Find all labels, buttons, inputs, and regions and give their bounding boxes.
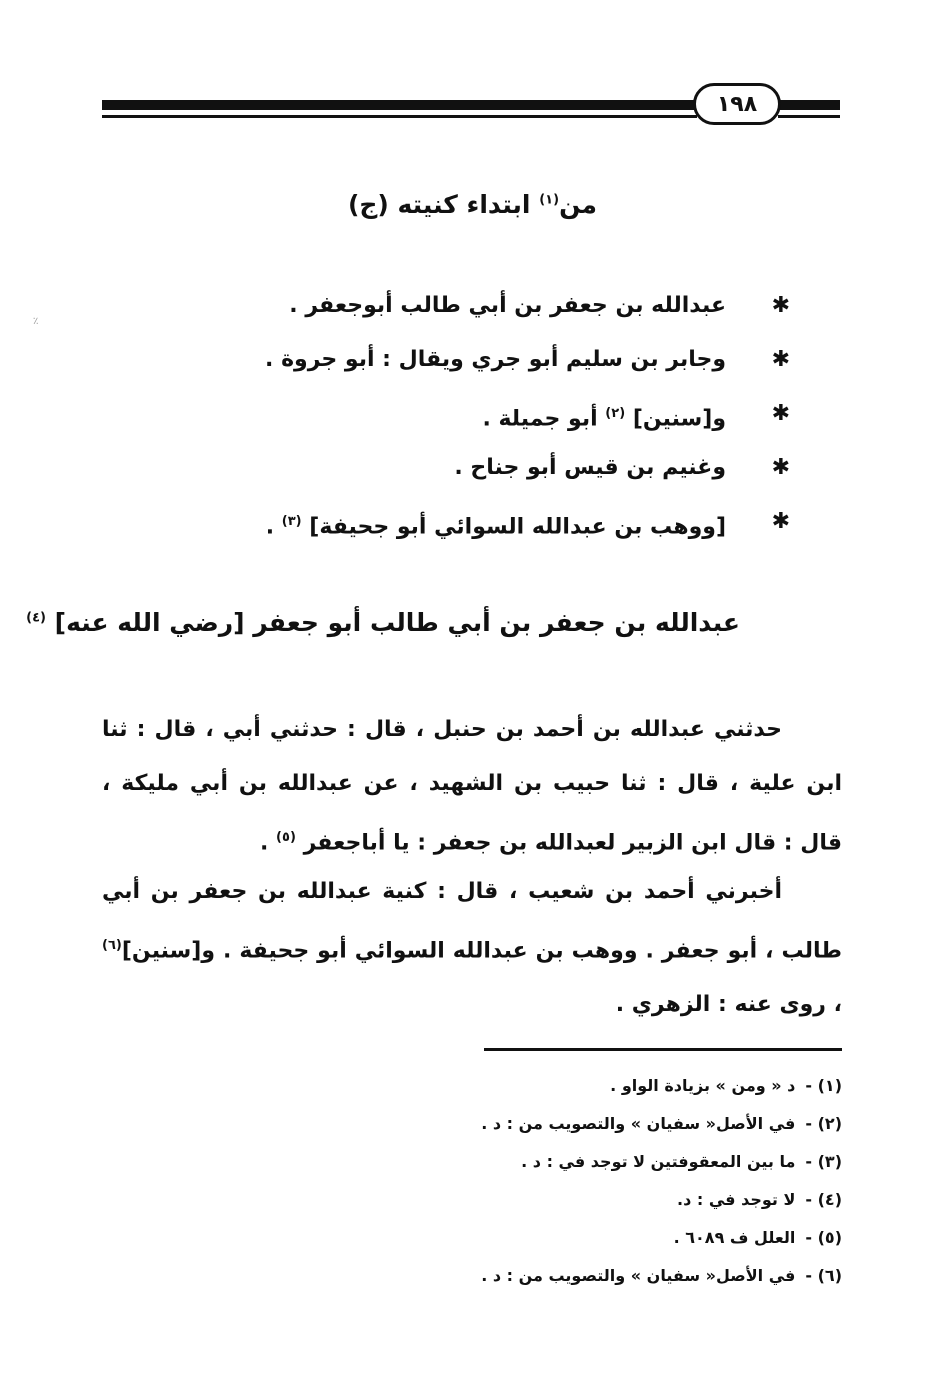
footnotes xyxy=(300,1070,842,1298)
footnote-ref-4: (٤) xyxy=(26,610,46,626)
footnote-text: في الأصل« سفيان » والتصويب من : د . xyxy=(481,1266,796,1285)
section-title xyxy=(200,190,745,219)
list-item-text xyxy=(266,506,726,543)
footnote-text: لا توجد في : د. xyxy=(677,1190,796,1209)
list-item-before: [ووهب بن عبدالله السوائي أبو جحيفة] xyxy=(309,514,726,540)
footnote-text: في الأصل« سفيان » والتصويب من : د . xyxy=(481,1114,796,1133)
footnote-number: (٢) - xyxy=(805,1114,842,1133)
header-rule-thick-right xyxy=(778,100,840,110)
list-item xyxy=(200,290,790,344)
bullet-star-icon: ✱ xyxy=(771,455,790,480)
footnote-rule xyxy=(484,1048,842,1051)
footnote xyxy=(300,1260,842,1298)
paragraph2-text: أخبرني أحمد بن شعيب ، قال : كنية عبدالله بن جعفر بن أبي طالب ، أبو جعفر . ووهب بن عبدالله السوائي أبو جحيفة . و[سنين] xyxy=(102,879,842,964)
list-item-text: وجابر بن سليم أبو جري ويقال : أبو جروة . xyxy=(265,347,726,372)
list-item-after: أبو جميلة . xyxy=(482,406,598,432)
list-item-text: وغنيم بن قيس أبو جناح . xyxy=(454,455,726,480)
footnote-text: ما بين المعقوفتين لا توجد في : د . xyxy=(521,1152,796,1171)
paragraph-hadith xyxy=(102,703,842,870)
list-item-text: عبدالله بن جعفر بن أبي طالب أبوجعفر . xyxy=(289,293,726,318)
list-item xyxy=(200,506,790,560)
footnote-ref-6: (٦) xyxy=(102,938,122,953)
list-item xyxy=(200,452,790,506)
footnote xyxy=(300,1108,842,1146)
footnote-text: د « ومن » بزيادة الواو . xyxy=(610,1076,796,1095)
scan-speck: ٪ xyxy=(33,316,39,327)
footnote xyxy=(300,1070,842,1108)
footnote-number: (٦) - xyxy=(805,1266,842,1285)
paragraph2-end: ، روى عنه : الزهري . xyxy=(615,992,842,1018)
footnote xyxy=(300,1146,842,1184)
bullet-star-icon: ✱ xyxy=(771,347,790,372)
list-item xyxy=(200,344,790,398)
bullet-star-icon: ✱ xyxy=(771,509,790,534)
footnote-ref-2: (٢) xyxy=(605,406,626,421)
list-item-after: . xyxy=(265,514,275,540)
paragraph1-end: . xyxy=(260,830,269,856)
kunya-list xyxy=(200,290,790,560)
paragraph1-text: حدثني عبدالله بن أحمد بن حنبل ، قال : حدثني أبي ، قال : ثنا ابن علية ، قال : ثنا حبيب بن الشهيد ، عن عبدالله بن أبي مليكة ، قال : قال ابن الزبير لعبدالله بن جعفر : يا أباجعفر xyxy=(102,717,842,856)
subheading-text: عبدالله بن جعفر بن أبي طالب أبو جعفر [رضي الله عنه] xyxy=(54,608,740,637)
section-title-rest: ابتداء كنيته (ج) xyxy=(347,190,531,219)
list-item-before: و[سنين] xyxy=(632,406,726,432)
footnote-text: العلل ف ٦٠٨٩ . xyxy=(673,1228,796,1247)
page-number: ١٩٨ xyxy=(693,83,781,125)
footnote-number: (٤) - xyxy=(805,1190,842,1209)
footnote xyxy=(300,1222,842,1260)
header-rule-thin-right xyxy=(778,115,840,118)
bullet-star-icon: ✱ xyxy=(771,293,790,318)
section-title-lead: من xyxy=(559,190,598,219)
footnote-ref-5: (٥) xyxy=(276,830,296,845)
footnote-number: (٥) - xyxy=(805,1228,842,1247)
paragraph-kunya xyxy=(102,865,842,1032)
footnote-ref-1: (١) xyxy=(539,192,560,208)
footnote-number: (١) - xyxy=(805,1076,842,1095)
footnote-ref-3: (٣) xyxy=(281,514,302,529)
subheading xyxy=(26,608,740,637)
bullet-star-icon: ✱ xyxy=(771,401,790,426)
footnote xyxy=(300,1184,842,1222)
footnote-number: (٣) - xyxy=(805,1152,842,1171)
header-rule-thin xyxy=(102,115,697,118)
list-item xyxy=(200,398,790,452)
list-item-text xyxy=(482,398,726,435)
header-rule-thick xyxy=(102,100,697,110)
